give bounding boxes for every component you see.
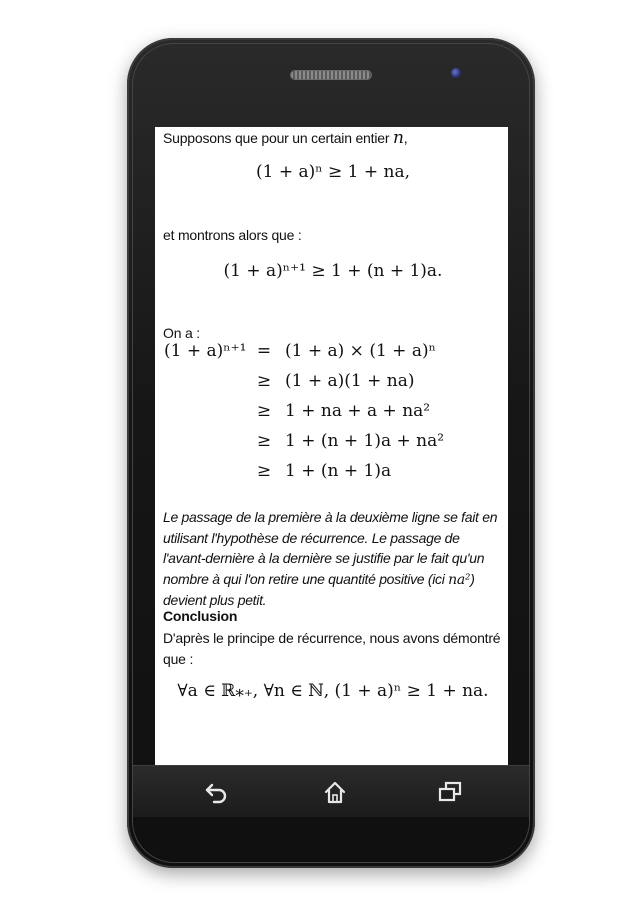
chain-relation: ≥	[256, 371, 272, 391]
chain-row	[163, 402, 503, 430]
chain-rhs: (1 + a)(1 + na)	[285, 371, 415, 391]
ona-text: On a :	[163, 325, 200, 341]
chain-rhs: 1 + na + a + na²	[285, 401, 431, 421]
chain-row	[163, 462, 503, 490]
navigation-bar	[133, 765, 529, 818]
remark-end: ) devient plus petit.	[163, 570, 475, 608]
phone-chin	[133, 817, 529, 861]
conclusion-heading: Conclusion	[163, 608, 238, 624]
back-button[interactable]	[203, 780, 231, 804]
remark-paragraph	[163, 507, 503, 611]
phone-screen	[155, 127, 508, 765]
screen-footer	[155, 753, 508, 765]
home-icon	[321, 780, 349, 804]
recent-apps-icon	[436, 780, 464, 804]
intro-variable: n	[393, 128, 404, 148]
remark-math: na²	[448, 571, 471, 588]
phone-frame	[127, 38, 535, 868]
goal-intro-text: et montrons alors que :	[163, 227, 302, 243]
home-button[interactable]	[321, 780, 349, 804]
remark-text: Le passage de la première à la deuxième ligne se fait en utilisant l'hypothèse de récurrence. Le passage de l'avant-dernière à la dernière se justifie par le fait qu'un nombre à qui l'on retire une quantité positive (ici	[163, 509, 498, 587]
chain-rhs: (1 + a) × (1 + a)ⁿ	[285, 341, 436, 361]
chain-row	[163, 372, 503, 400]
chain-rhs: 1 + (n + 1)a	[285, 461, 392, 481]
chain-lhs: (1 + a)ⁿ⁺¹	[164, 341, 247, 361]
chain-relation: ≥	[256, 461, 272, 481]
intro-text: Supposons que pour un certain entier	[163, 130, 390, 146]
chain-row	[163, 342, 503, 370]
chain-relation: ≥	[256, 431, 272, 451]
chain-relation: =	[256, 341, 272, 361]
intro-line	[163, 129, 407, 148]
back-arrow-icon	[203, 780, 231, 804]
intro-comma: ,	[403, 130, 408, 146]
chain-rhs: 1 + (n + 1)a + na²	[285, 431, 445, 451]
chain-row	[163, 432, 503, 460]
hypothesis-equation: (1 + a)ⁿ ≥ 1 + na,	[255, 162, 411, 182]
chain-relation: ≥	[256, 401, 272, 421]
conclusion-text: D'après le principe de récurrence, nous avons démontré que :	[163, 630, 501, 667]
earpiece-speaker	[291, 71, 371, 79]
final-statement: ∀a ∈ ℝ⁎₊, ∀n ∈ ℕ, (1 + a)ⁿ ≥ 1 + na.	[177, 681, 489, 701]
goal-equation: (1 + a)ⁿ⁺¹ ≥ 1 + (n + 1)a.	[223, 261, 443, 281]
recent-apps-button[interactable]	[436, 780, 464, 804]
front-camera	[451, 68, 461, 78]
